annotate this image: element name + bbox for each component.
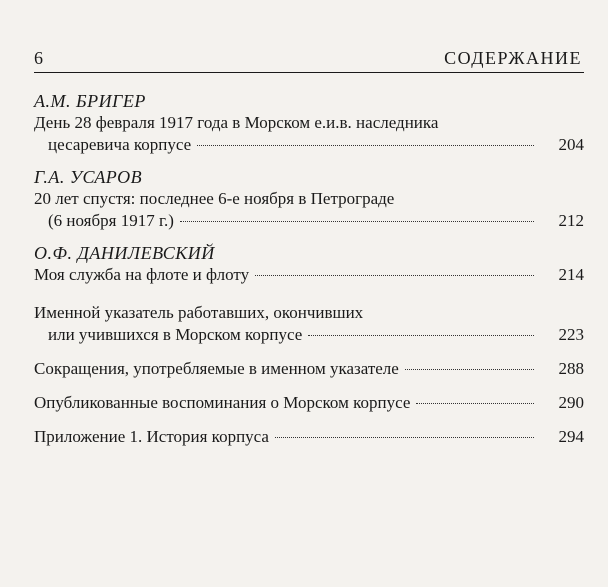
toc-entry-line [34, 112, 584, 134]
toc-entry[interactable] [34, 264, 584, 286]
dot-leader [405, 369, 534, 370]
toc-entry-title: День 28 февраля 1917 года в Морском е.и.в. наследника [34, 113, 439, 132]
toc-entry-title: Сокращения, употребляемые в именном указателе [34, 359, 399, 378]
toc-entry-line [34, 134, 584, 156]
toc-entry-line [34, 392, 584, 414]
page-number: 6 [34, 48, 43, 68]
toc-entry-title: или учившихся в Морском корпусе [48, 325, 303, 344]
dot-leader [197, 145, 534, 146]
toc-author: Г.А. УСАРОВ [34, 167, 143, 187]
toc-page-number: 288 [558, 359, 584, 378]
toc-entry-line [34, 426, 584, 448]
toc-entry-title: Приложение 1. История корпуса [34, 427, 269, 446]
toc-entry-line [34, 302, 584, 324]
toc-page-number: 294 [558, 427, 584, 446]
toc-page-number: 204 [558, 135, 584, 154]
dot-leader [416, 403, 534, 404]
toc-entry-title: цесаревича корпусе [48, 135, 192, 154]
toc-entry-title: 20 лет спустя: последнее 6-е ноября в Петрограде [34, 189, 395, 208]
toc-entry-title: Именной указатель работавших, окончивших [34, 303, 364, 322]
toc-entry[interactable] [34, 392, 584, 414]
toc-page-number: 212 [558, 211, 584, 230]
table-of-contents [34, 90, 584, 448]
toc-page-number: 290 [558, 393, 584, 412]
toc-entry[interactable] [34, 426, 584, 448]
toc-page-number: 223 [558, 325, 584, 344]
toc-entry-title: Опубликованные воспоминания о Морском корпусе [34, 393, 411, 412]
dot-leader [275, 437, 534, 438]
toc-entry-title: Моя служба на флоте и флоту [34, 265, 250, 284]
toc-entry[interactable] [34, 112, 584, 156]
toc-author: О.Ф. ДАНИЛЕВСКИЙ [34, 243, 215, 263]
toc-entry-line [34, 188, 584, 210]
running-title: СОДЕРЖАНИЕ [444, 48, 582, 68]
toc-entry[interactable] [34, 188, 584, 232]
toc-entry-line [34, 358, 584, 380]
toc-entry[interactable] [34, 302, 584, 346]
toc-entry-line [34, 264, 584, 286]
toc-page-number: 214 [558, 265, 584, 284]
toc-entry-line [34, 210, 584, 232]
dot-leader [180, 221, 534, 222]
toc-entry-line [34, 324, 584, 346]
toc-author: А.М. БРИГЕР [34, 91, 146, 111]
toc-entry-title: (6 ноября 1917 г.) [48, 211, 174, 230]
dot-leader [308, 335, 534, 336]
page-header [34, 44, 582, 72]
header-rule [34, 72, 584, 73]
toc-entry[interactable] [34, 358, 584, 380]
dot-leader [255, 275, 534, 276]
